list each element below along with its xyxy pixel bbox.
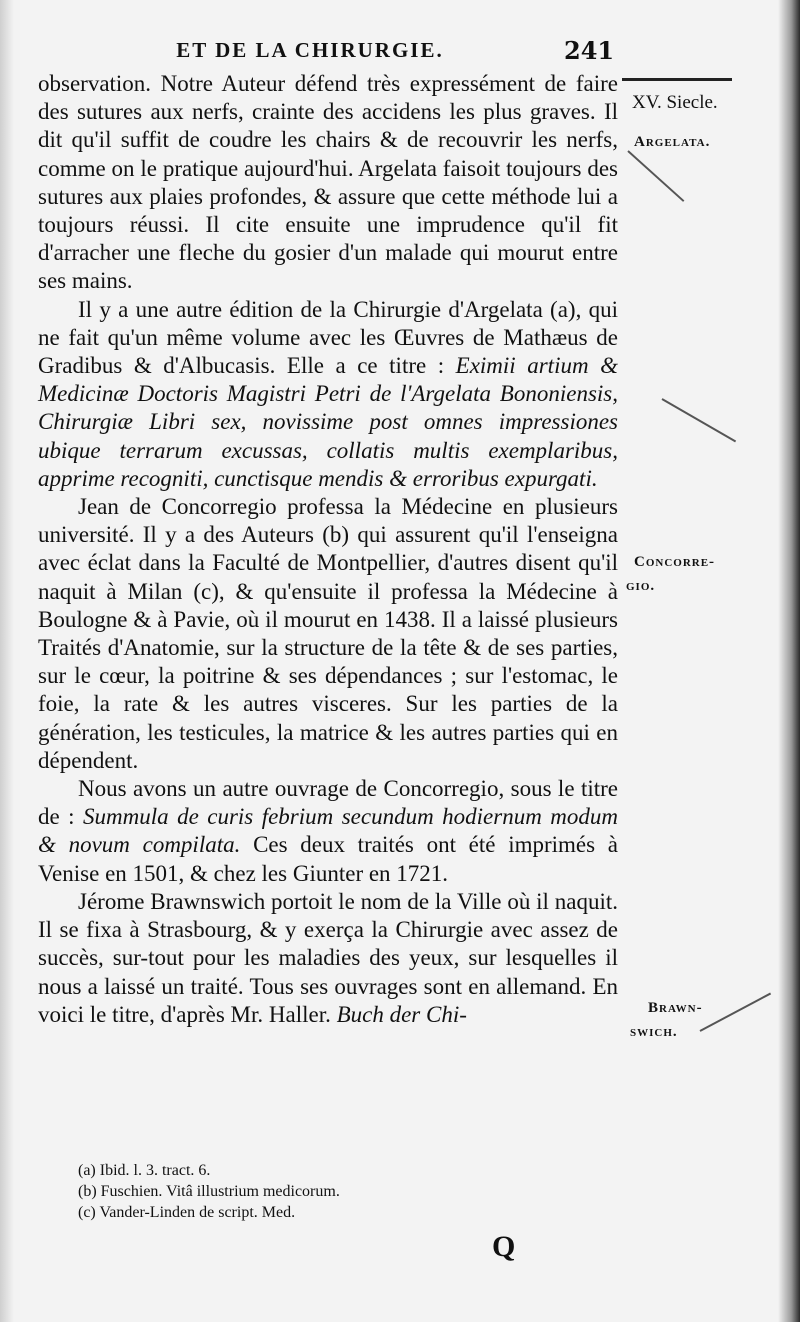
ink-stroke — [662, 398, 737, 442]
paragraph-5 — [38, 888, 618, 1029]
paragraph-2-text: Il y a une autre édition de la Chirurgie d'Argelata (a), qui ne fait qu'un même volume avec les Œuvres de Mathæus de Gradibus & d'Albucasis. Elle a ce titre : — [38, 296, 618, 379]
footnote-b: (b) Fuschien. Vitâ illustrium medicorum. — [78, 1183, 340, 1200]
page-edge-shadow — [778, 0, 800, 1322]
paragraph-1: observation. Notre Auteur défend très expressément de faire des sutures aux nerfs, crainte des accidens les plus graves. Il dit qu'il suffit de coudre les chairs & de recouvrir les nerfs, comme on le pratique aujourd'hui. Argelata faisoit toujours des sutures aux plaies profondes, & assure que cette méthode lui a toujours réussi. Il cite ensuite une imprudence qu'il fit d'arracher une fleche du gosier d'un malade qui mourut entre ses mains. — [38, 71, 618, 294]
paragraph-5-text: Jérome Brawnswich portoit le nom de la Ville où il naquit. Il se fixa à Strasbourg, & y exerça la Chirurgie avec assez de succès, sur-tout pour les maladies des yeux, sur lesquelles il nous a laissé un traité. Tous ses ouvrages sont en allemand. En voici le titre, d'après Mr. Haller. — [38, 888, 618, 1027]
signature-mark: Q — [492, 1230, 516, 1263]
ink-stroke — [700, 993, 772, 1032]
margin-rule — [622, 78, 732, 81]
ink-stroke — [627, 150, 684, 202]
footnote-a: (a) Ibid. l. 3. tract. 6. — [78, 1162, 211, 1179]
running-head: ET DE LA CHIRURGIE. — [176, 38, 444, 62]
brawnswich-book-title: Buch der Chi- — [336, 1001, 467, 1027]
margin-note-brawnswich-2: swich. — [630, 1024, 678, 1040]
page-number: 241 — [564, 36, 615, 65]
margin-note-argelata: Argelata. — [634, 134, 711, 150]
margin-note-concorregio-2: gio. — [626, 578, 656, 594]
paragraph-3: Jean de Concorregio professa la Médecine en plusieurs université. Il y a des Auteurs (b) qui assurent qu'il l'enseigna avec éclat dans la Faculté de Montpellier, d'autres disent qu'il naquit à Milan (c), & qu'ensuite il professa la Médecine à Boulogne & à Pavie, où il mourut en 1438. Il a laissé plusieurs Traités d'Anatomie, sur la structure de la tête & de ses parties, sur le cœur, la poitrine & ses dépendances ; sur l'estomac, le foie, la rate & les autres visceres. Sur les parties de la génération, les testicules, la matrice & les autres parties qui en dépendent. — [38, 494, 618, 773]
paragraph-4 — [38, 775, 618, 888]
gutter-shadow — [0, 0, 14, 1322]
argelata-book-title: Eximii artium & Medicinæ Doctoris Magistri Petri de l'Argelata Bononiensis, Chirurgiæ Libri sex, novissime post omnes impressiones ubique terrarum excussas, collatis multis exemplaribus, apprime recogniti, cunctisque mendis & erroribus expurgati. — [38, 353, 618, 491]
footnote-c: (c) Vander-Linden de script. Med. — [78, 1204, 296, 1221]
paragraph-4-text: Nous avons un autre ouvrage de Concorregio, sous le titre de : — [38, 776, 618, 830]
concorregio-book-title: Summula de curis febrium secundum hodiernum modum & novum compilata. — [38, 804, 618, 858]
paragraph-4-text-end: Ces deux traités ont été imprimés à Venise en 1501, & chez les Giunter en 1721. — [38, 832, 618, 886]
margin-note-century: XV. Siecle. — [632, 92, 718, 113]
margin-note-concorregio-1: Concorre- — [634, 554, 716, 570]
body-text — [38, 70, 618, 1029]
footnotes — [78, 1160, 558, 1223]
margin-note-brawnswich-1: Brawn- — [648, 1000, 703, 1016]
paragraph-2 — [38, 296, 618, 493]
